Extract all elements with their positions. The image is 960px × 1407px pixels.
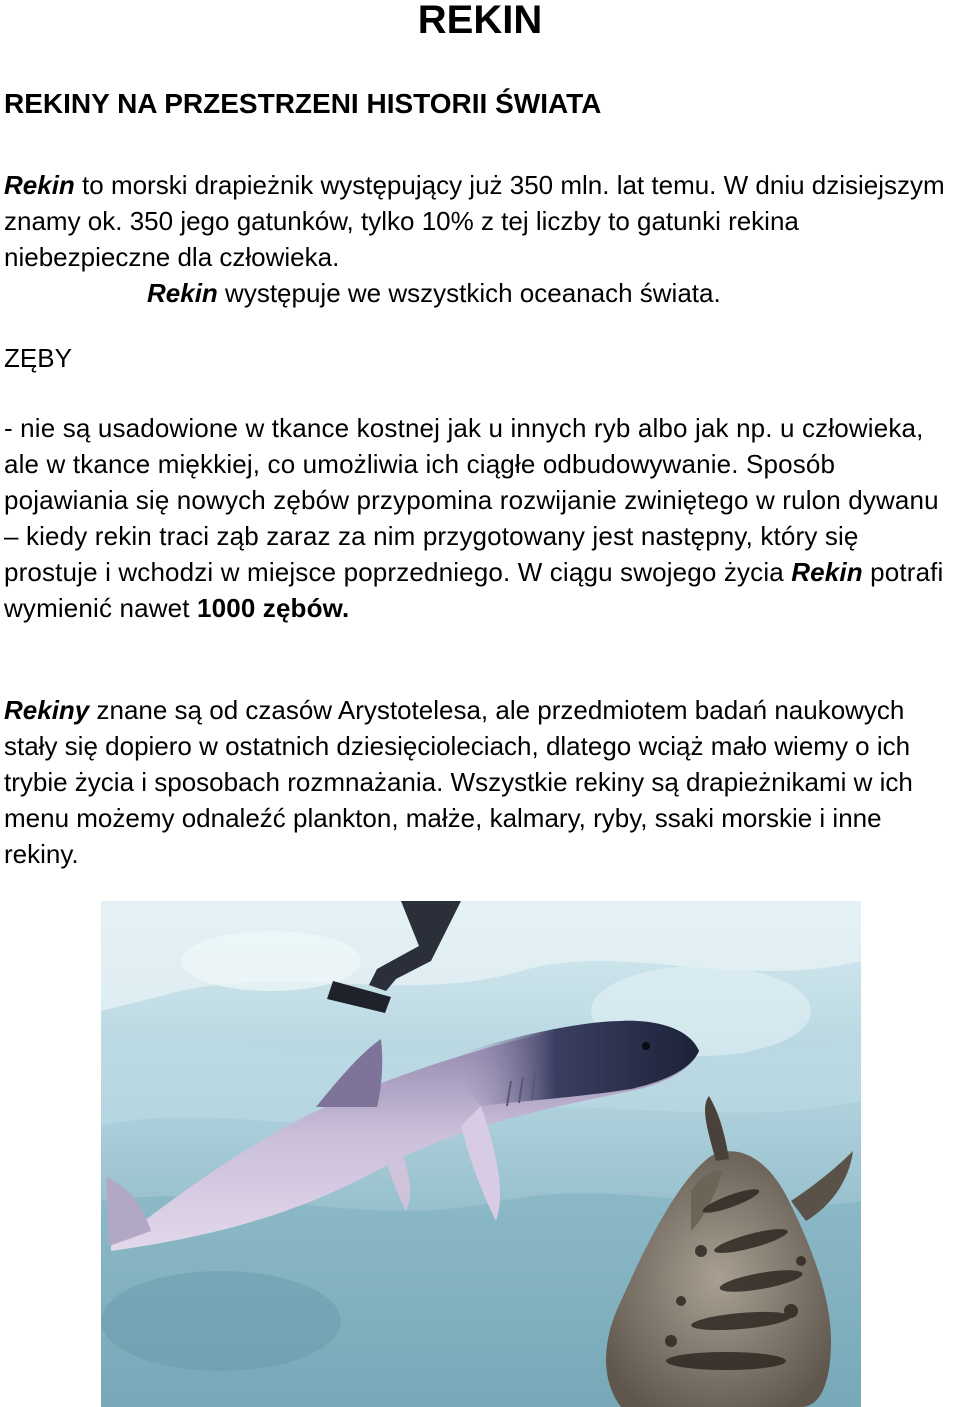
rekin-emphasis: Rekin: [147, 278, 218, 308]
teeth-count: 1000 zębów.: [196, 593, 350, 623]
teeth-heading: ZĘBY: [4, 343, 72, 373]
rekin-emphasis: Rekin: [4, 170, 75, 200]
teeth-paragraph: [4, 410, 956, 626]
rekiny-emphasis: Rekiny: [4, 695, 90, 725]
section-heading: REKINY NA PRZESTRZENI HISTORII ŚWIATA: [4, 88, 602, 119]
intro-paragraph: [4, 167, 956, 311]
intro-text-2: występuje we wszystkich oceanach świata.: [217, 278, 721, 308]
teeth-text: - nie są usadowione w tkance kostnej jak u innych ryb albo jak np. u człowieka, ale w tkance miękkiej, co umożliwia ich ciągłe odbudowywanie. Sposób pojawiania się nowych zębów przypomina rozwijanie zwiniętego w rulon dywanu – kiedy rekin traci ząb zaraz za nim przygotowany jest następny, który się prostuje i wchodzi w miejsce poprzedniego. W ciągu swojego życia: [4, 413, 939, 587]
research-text: znane są od czasów Arystotelesa, ale przedmiotem badań naukowych stały się dopiero w ostatnich dziesięcioleciach, dlatego wciąż mało wiemy o ich trybie życia i sposobach rozmnażania. Wszystkie rekiny są drapieżnikami w ich menu możemy odnaleźć plankton, małże, kalmary, ryby, ssaki morskie i inne rekiny.: [4, 695, 913, 869]
rekin-emphasis: Rekin: [791, 557, 863, 587]
page-title: REKIN: [417, 0, 543, 42]
teeth-text-2: potrafi wymienić nawet: [4, 557, 944, 623]
shark-photo: [101, 901, 861, 1407]
research-paragraph: [4, 692, 956, 872]
intro-text: to morski drapieżnik występujący już 350 mln. lat temu. W dniu dzisiejszym znamy ok. 350 jego gatunków, tylko 10% z tej liczby to gatunki rekina niebezpieczne dla człowieka.: [4, 170, 945, 272]
